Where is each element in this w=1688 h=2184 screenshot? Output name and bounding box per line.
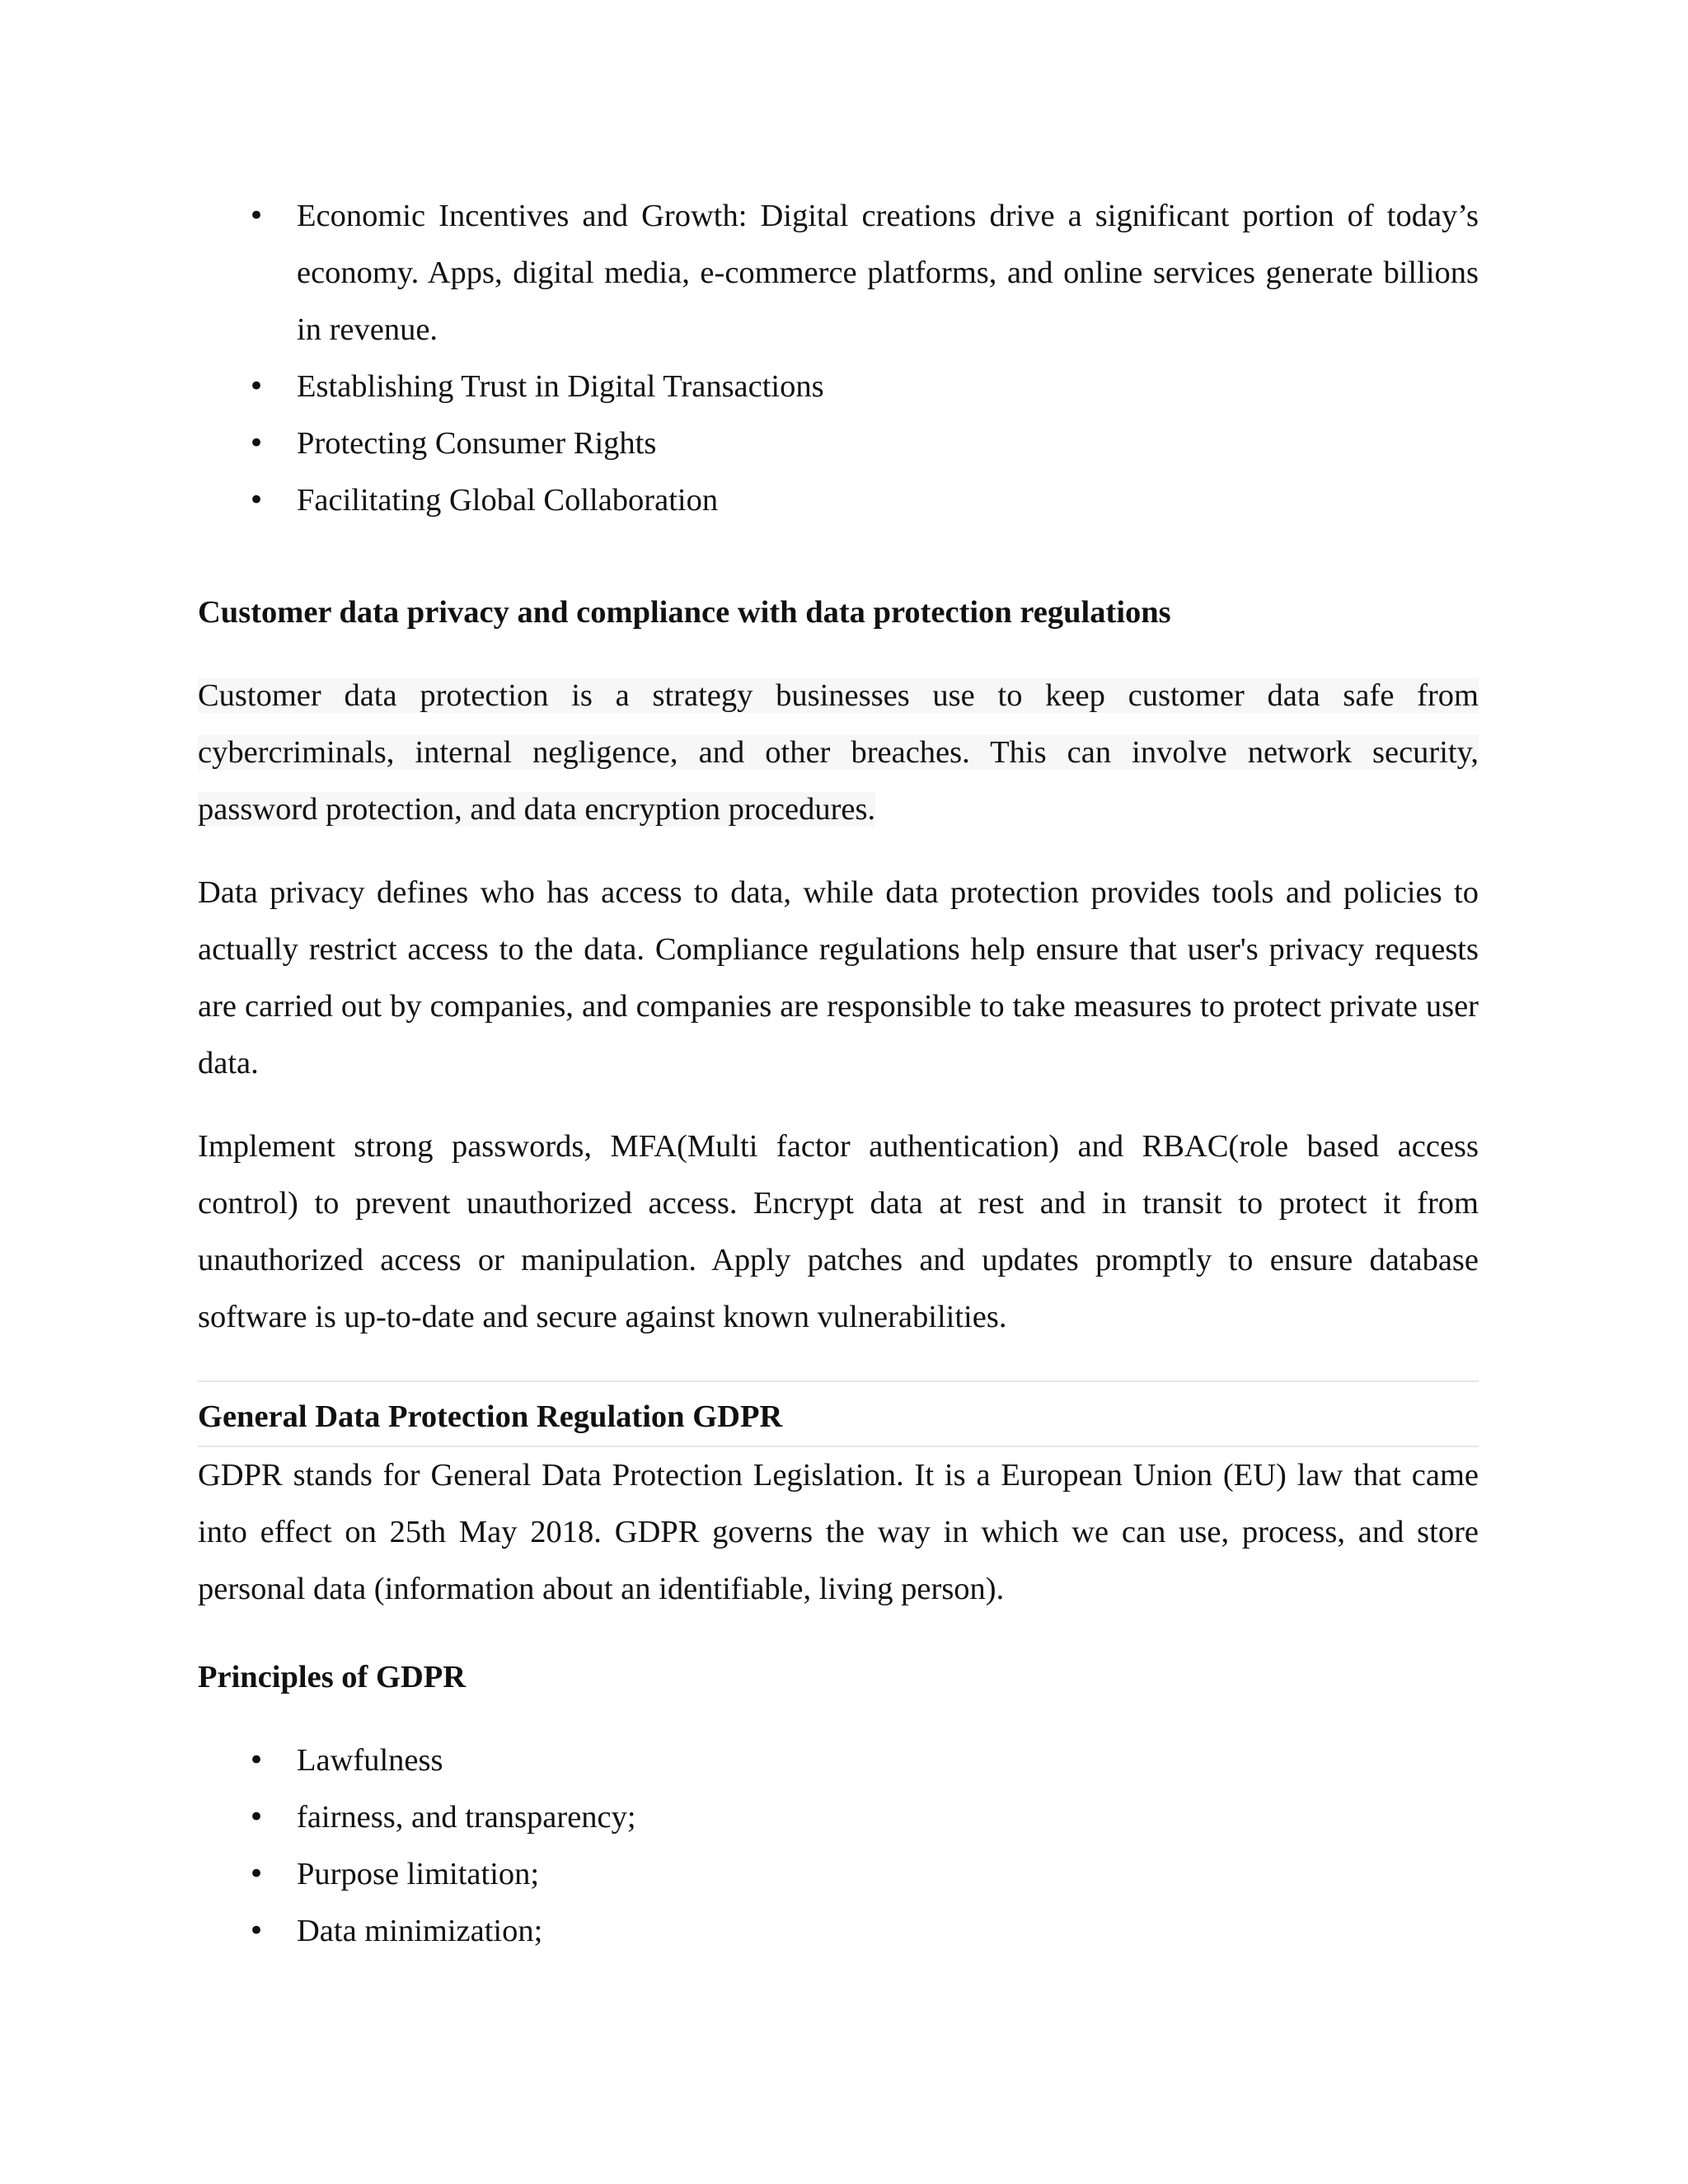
document-body bbox=[198, 188, 1479, 1960]
paragraph-implementation: Implement strong passwords, MFA(Multi factor authentication) and RBAC(role based access control) to prevent unauthorized access. Encrypt data at rest and in transit to protect it from unauthorized access or manipulation. Apply patches and updates promptly to ensure database software is up-to-date and secure against known vulnerabilities. bbox=[198, 1129, 1479, 1334]
list-item-text: Lawfulness bbox=[297, 1743, 443, 1778]
bullet-icon: • bbox=[247, 484, 265, 517]
bullet-icon: • bbox=[247, 199, 265, 232]
paragraph-data-privacy: Data privacy defines who has access to data, while data protection provides tools and policies to actually restrict access to the data. Compliance regulations help ensure that user's privacy requests are carried out by companies, and companies are responsible to take measures to protect private user data. bbox=[198, 875, 1479, 1080]
bullet-icon: • bbox=[247, 1744, 265, 1777]
list-item bbox=[198, 415, 1479, 472]
list-item bbox=[198, 472, 1479, 529]
list-item-text: Facilitating Global Collaboration bbox=[297, 483, 719, 518]
list-item-text: Purpose limitation; bbox=[297, 1857, 540, 1891]
bullet-icon: • bbox=[247, 1915, 265, 1947]
list-item bbox=[198, 1846, 1479, 1903]
section-heading-data-privacy: Customer data privacy and compliance with data protection regulations bbox=[198, 595, 1171, 630]
list-item-text: Data minimization; bbox=[297, 1914, 543, 1948]
list-item bbox=[198, 188, 1479, 359]
list-item bbox=[198, 1732, 1479, 1789]
section-heading-principles: Principles of GDPR bbox=[198, 1660, 467, 1694]
bullet-icon: • bbox=[247, 1801, 265, 1834]
bullet-icon: • bbox=[247, 1858, 265, 1891]
paragraph-text: Customer data protection is a strategy businesses use to keep customer data safe from cybercriminals, internal negligence, and other breaches. This can involve network security, password protection, and data encryption procedures. bbox=[198, 678, 1479, 827]
top-bullet-list bbox=[198, 188, 1479, 529]
bullet-icon: • bbox=[247, 370, 265, 403]
list-item bbox=[198, 359, 1479, 415]
list-item bbox=[198, 1789, 1479, 1846]
list-item bbox=[198, 1903, 1479, 1960]
principles-bullet-list bbox=[198, 1732, 1479, 1960]
list-item-text: fairness, and transparency; bbox=[297, 1800, 636, 1835]
list-item-text: Protecting Consumer Rights bbox=[297, 426, 657, 461]
paragraph-gdpr: GDPR stands for General Data Protection Legislation. It is a European Union (EU) law that came into effect on 25th May 2018. GDPR governs the way in which we can use, process, and store personal data (information about an identifiable, living person). bbox=[198, 1458, 1479, 1606]
bullet-icon: • bbox=[247, 427, 265, 460]
list-item-text: Economic Incentives and Growth: Digital creations drive a significant portion of today’s economy. Apps, digital media, e-commerce platforms, and online services generate billions in revenue. bbox=[297, 199, 1479, 347]
paragraph-customer-data-protection bbox=[198, 668, 1479, 838]
section-heading-gdpr: General Data Protection Regulation GDPR bbox=[198, 1399, 783, 1434]
list-item-text: Establishing Trust in Digital Transactions bbox=[297, 369, 824, 404]
